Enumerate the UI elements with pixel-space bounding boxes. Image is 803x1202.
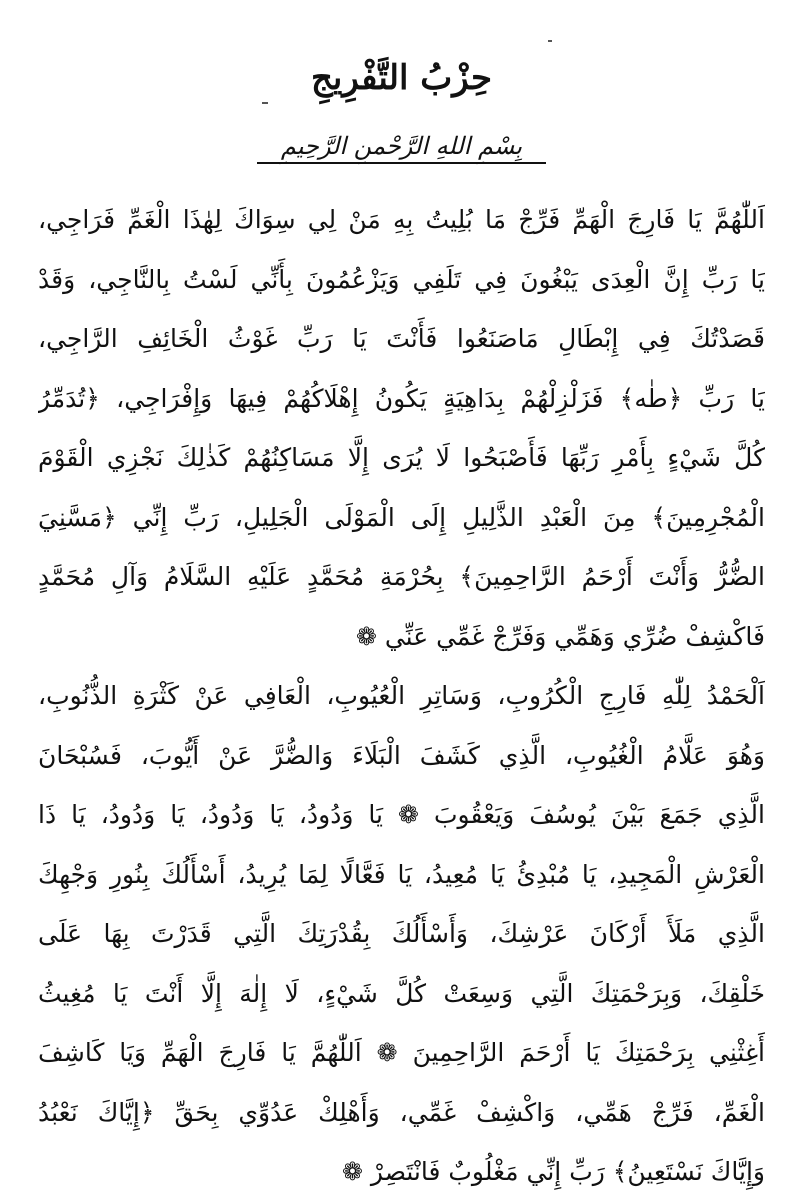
text-line: وَهُوَ عَلَّامُ الْغُيُوبِ، الَّذِي كَشَفَ الْبَلَاءَ وَالضُّرَّ عَنْ أَيُّوبَ، فَسُبْحَانَ [38,740,765,770]
text-line: الَّذِي جَمَعَ بَيْنَ يُوسُفَ وَيَعْقُوبَ ❁ يَا وَدُودُ، يَا وَدُودُ، يَا وَدُودُ، يَا ذَا [38,800,765,829]
paragraph-1 [38,190,765,666]
text-line: الْغَمِّ، فَرِّجْ هَمِّي، وَاكْشِفْ غَمِّي، وَأَهْلِكْ عَدُوِّي بِحَقِّ ﴿إِيَّاكَ نَعْبُدُ [38,1097,765,1127]
text-line: اَللّٰهُمَّ يَا فَارِجَ الْهَمِّ فَرِّجْ مَا بُلِيتُ بِهِ مَنْ لِي سِوَاكَ لِهٰذَا الْغَمِّ فَرَاجِي، [38,205,765,234]
paragraph-2 [38,666,765,1202]
basmala-text: بِسْمِ اللهِ الرَّحْمنِ الرَّحِيمِ [257,132,546,164]
text-line: كُلَّ شَيْءٍ بِأَمْرِ رَبِّهَا فَأَصْبَحُوا لَا يُرَى إِلَّا مَسَاكِنُهُمْ كَذٰلِكَ نَجْزِي الْقَوْمَ [38,443,765,472]
text-line: الَّذِي مَلَأَ أَرْكَانَ عَرْشِكَ، وَأَسْأَلُكَ بِقُدْرَتِكَ الَّتِي قَدَرْتَ بِهَا عَلَى [38,919,765,948]
text-line: الْمُجْرِمِينَ﴾ مِنَ الْعَبْدِ الذَّلِيلِ إِلَى الْمَوْلَى الْجَلِيلِ، رَبِّ إِنِّي ﴿مَسَّنِيَ [38,502,765,532]
text-line: اَلْحَمْدُ لِلّٰهِ فَارِجِ الْكُرُوبِ، وَسَاتِرِ الْعُيُوبِ، الْعَافِي عَنْ كَثْرَةِ الذُّنُوبِ، [38,681,765,710]
text-line: الضُّرُّ وَأَنْتَ أَرْحَمُ الرَّاحِمِينَ﴾ بِحُرْمَةِ مُحَمَّدٍ عَلَيْهِ السَّلَامُ وَآلِ مُحَمَّدٍ [38,562,765,591]
text-line: يَا رَبِّ إِنَّ الْعِدَى يَبْغُونَ فِي تَلَفِي وَيَزْعُمُونَ بِأَنِّي لَسْتُ بِالنَّاجِي، وَقَدْ [38,264,765,294]
basmala-heading [38,118,765,174]
text-line: الْعَرْشِ الْمَجِيدِ، يَا مُبْدِئُ يَا مُعِيدُ، يَا فَعَّالًا لِمَا يُرِيدُ، أَسْأَلُكَ بِنُورِ وَجْهِكَ [38,859,765,889]
text-line: يَا رَبِّ ﴿طٰه﴾ فَزَلْزِلْهُمْ بِدَاهِيَةٍ يَكُونُ إِهْلَاكُهُمْ فِيهَا وَإِفْرَاجِي، ﴿تُدَمِّرُ [38,383,765,413]
text-line: أَغِثْنِي بِرَحْمَتِكَ يَا أَرْحَمَ الرَّاحِمِينَ ❁ اَللّٰهُمَّ يَا فَارِجَ الْهَمِّ وَيَا كَاشِفَ [38,1038,765,1067]
scan-speck [262,102,268,104]
text-line: خَلْقِكَ، وَبِرَحْمَتِكَ الَّتِي وَسِعَتْ كُلَّ شَيْءٍ، لَا إِلٰهَ إِلَّا أَنْتَ يَا مُغِيثُ [38,978,765,1008]
page-title: حِزْبُ التَّفْرِيجِ [310,58,493,98]
text-line: فَاكْشِفْ ضُرِّي وَهَمِّي وَفَرِّجْ غَمِّي عَنِّي ❁ [355,621,765,651]
text-line: وَإِيَّاكَ نَسْتَعِينُ﴾ رَبِّ إِنِّي مَغْلُوبٌ فَانْتَصِرْ ❁ [342,1157,765,1186]
scan-speck [548,40,552,42]
text-line: قَصَدْتُكَ فِي إِبْطَالِ مَاصَنَعُوا فَأَنْتَ يَا رَبِّ غَوْثُ الْخَائِفِ الرَّاجِي، [38,324,765,353]
